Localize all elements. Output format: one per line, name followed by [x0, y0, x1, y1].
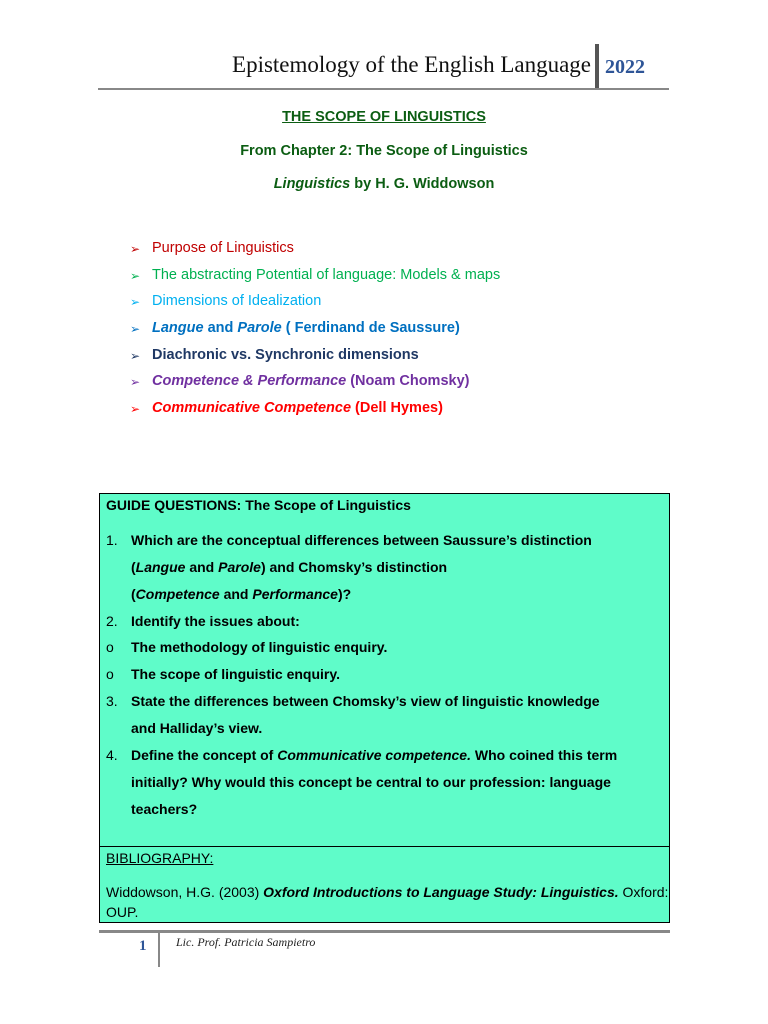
- footer-rule: [99, 930, 670, 933]
- circle-bullet-icon: o: [106, 639, 114, 655]
- header-title: Epistemology of the English Language: [232, 52, 591, 77]
- chapter-subtitle: From Chapter 2: The Scope of Linguistics: [240, 143, 528, 159]
- topic-term-langue: Langue: [152, 320, 204, 337]
- arrow-bullet-icon: ➢: [130, 348, 141, 363]
- header-separator: [595, 44, 599, 90]
- topic-text: The abstracting Potential of language: Models & maps: [152, 266, 501, 283]
- circle-bullet-icon: o: [106, 666, 114, 682]
- question-2: 2. Identify the issues about:: [106, 613, 300, 629]
- arrow-bullet-icon: ➢: [130, 295, 141, 310]
- topic-term: Competence & Performance: [152, 373, 347, 390]
- topic-item: [130, 293, 500, 320]
- topic-term: Communicative Competence: [152, 400, 352, 417]
- book-title: Linguistics: [273, 176, 351, 192]
- sub-item-methodology: o The methodology of linguistic enquiry.: [106, 639, 388, 655]
- topic-text: Dimensions of Idealization: [152, 293, 322, 310]
- question-4-line-3: teachers?: [131, 801, 198, 817]
- question-4-line-2: initially? Why would this concept be central to our profession: language: [131, 774, 611, 790]
- footer-separator: [158, 933, 160, 967]
- question-3-line-2: and Halliday’s view.: [131, 720, 263, 736]
- arrow-bullet-icon: ➢: [130, 268, 141, 283]
- arrow-bullet-icon: ➢: [130, 375, 141, 390]
- topic-term-parole: Parole: [237, 320, 282, 337]
- page-number: 1: [139, 938, 147, 954]
- arrow-bullet-icon: ➢: [130, 402, 141, 417]
- question-4-line-1: 4. Define the concept of Communicative competence. Who coined this term: [106, 747, 618, 763]
- question-1-line-2: (Langue and Parole) and Chomsky’s distinction: [131, 559, 448, 575]
- header-year: 2022: [605, 56, 645, 78]
- topic-list: [130, 240, 500, 427]
- guide-questions-box: [99, 493, 670, 923]
- arrow-bullet-icon: ➢: [130, 322, 141, 337]
- book-author: by H. G. Widdowson: [354, 176, 495, 192]
- footer-author: Lic. Prof. Patricia Sampietro: [176, 935, 316, 949]
- sub-item-scope: o The scope of linguistic enquiry.: [106, 666, 340, 682]
- arrow-bullet-icon: ➢: [130, 242, 141, 256]
- bibliography-entry: Widdowson, H.G. (2003) Oxford Introductions to Language Study: Linguistics. Oxford: OUP.: [106, 884, 669, 920]
- box-divider: [100, 846, 669, 847]
- topic-item: ➢ Langue and Parole ( Ferdinand de Saussure): [130, 320, 460, 337]
- topic-item: [130, 240, 500, 267]
- topic-text: Diachronic vs. Synchronic dimensions: [152, 346, 419, 363]
- bibliography-work: Oxford Introductions to Language Study: Linguistics.: [263, 884, 619, 900]
- question-1-line-3: (Competence and Performance)?: [131, 586, 352, 602]
- topic-item: [130, 267, 500, 294]
- document-title: THE SCOPE OF LINGUISTICS: [282, 109, 486, 125]
- question-3-line-1: 3. State the differences between Chomsky’s view of linguistic knowledge: [106, 693, 600, 709]
- bibliography-title: BIBLIOGRAPHY:: [106, 850, 214, 866]
- topic-item: ➢ Communicative Competence (Dell Hymes): [130, 400, 443, 417]
- topic-item: [130, 347, 500, 374]
- book-reference: [0, 176, 768, 192]
- guide-title: GUIDE QUESTIONS: The Scope of Linguistics: [106, 497, 411, 513]
- topic-item: ➢ Competence & Performance (Noam Chomsky): [130, 373, 470, 390]
- topic-text: Purpose of Linguistics: [152, 240, 294, 256]
- question-1-line-1: 1. Which are the conceptual differences between Saussure’s distinction: [106, 532, 592, 548]
- header-rule: [98, 88, 669, 90]
- page-header: [98, 44, 669, 90]
